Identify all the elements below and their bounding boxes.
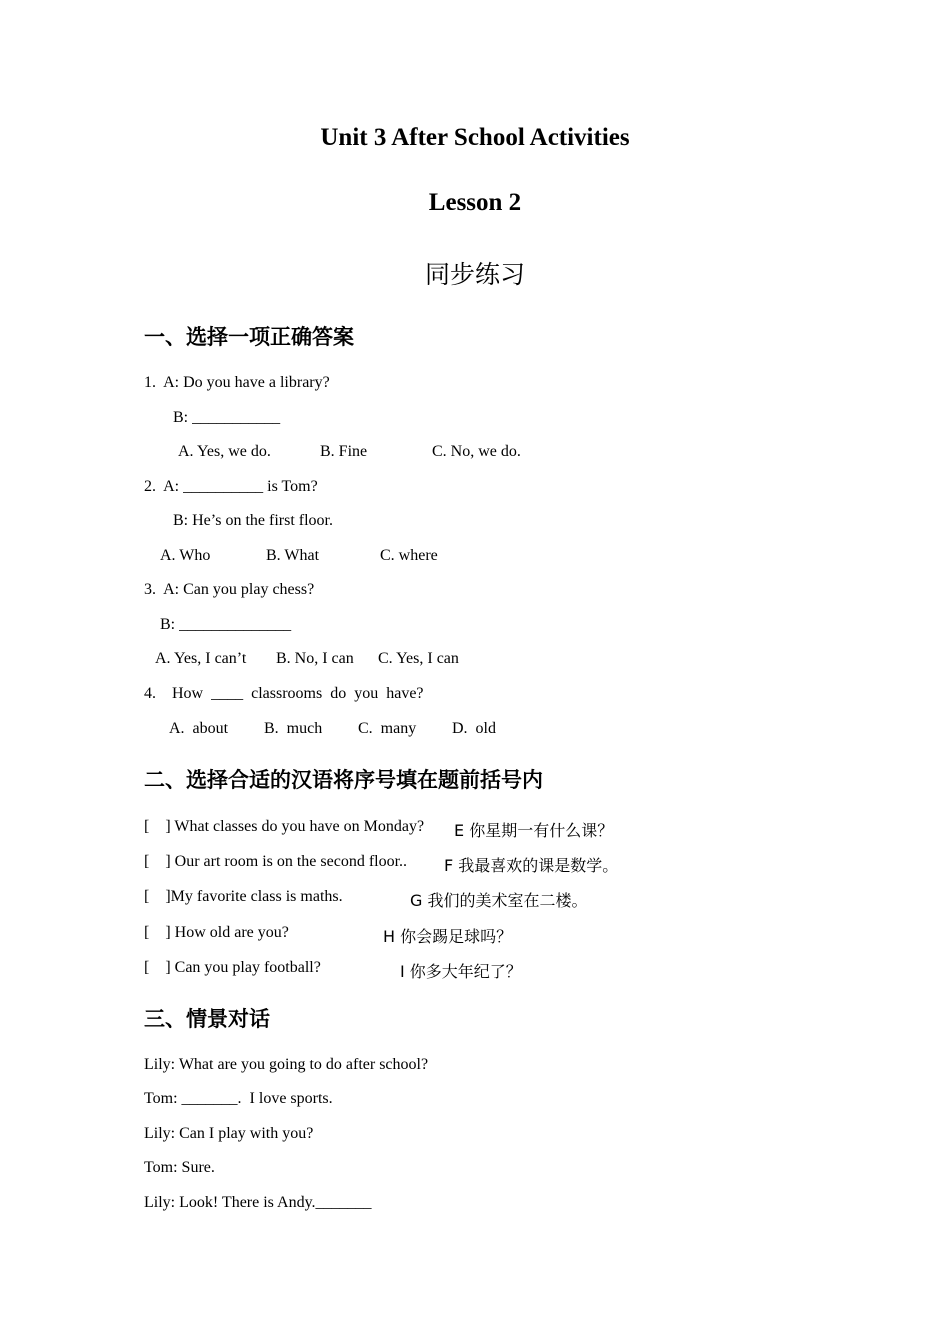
q4-option-c: C. many	[358, 720, 417, 737]
q1-answer-blank: B: ___________	[173, 409, 281, 426]
dialogue-line-5: Lily: Look! There is Andy._______	[144, 1194, 372, 1211]
q3-answer-blank: B: ______________	[160, 616, 292, 633]
q1-option-c: C. No, we do.	[432, 443, 521, 460]
q2-option-c: C. where	[380, 547, 438, 564]
match-row-5-chinese: I 你多大年纪了？	[400, 962, 522, 981]
q2-question: 2. A: __________ is Tom?	[144, 478, 318, 495]
q1-option-a: A. Yes, we do.	[178, 443, 271, 460]
q4-option-a: A. about	[169, 720, 229, 737]
q3-option-a: A. Yes, I can’t	[155, 650, 247, 667]
q1-question: 1. A: Do you have a library?	[144, 374, 330, 391]
unit-title: Unit 3 After School Activities	[320, 124, 630, 151]
dialogue-line-3: Lily: Can I play with you?	[144, 1125, 314, 1142]
match-row-3-chinese: G 我们的美术室在二楼。	[410, 891, 588, 910]
dialogue-line-1: Lily: What are you going to do after school?	[144, 1056, 429, 1073]
q1-option-b: B. Fine	[320, 443, 368, 460]
exercise-subtitle: 同步练习	[424, 260, 525, 289]
q4-option-d: D. old	[452, 720, 496, 737]
q3-option-b: B. No, I can	[276, 650, 354, 667]
match-row-5-english: [ ] Can you play football?	[144, 959, 321, 976]
q2-option-a: A. Who	[160, 547, 211, 564]
match-row-1-chinese: E 你星期一有什么课？	[454, 821, 614, 840]
q3-question: 3. A: Can you play chess?	[144, 581, 315, 598]
match-row-4-english: [ ] How old are you?	[144, 924, 289, 941]
lesson-title: Lesson 2	[428, 189, 522, 216]
match-row-3-english: [ ]My favorite class is maths.	[144, 888, 343, 905]
match-row-2-chinese: F 我最喜欢的课是数学。	[444, 856, 619, 875]
dialogue-line-4: Tom: Sure.	[144, 1159, 215, 1176]
match-row-4-chinese: H 你会踢足球吗？	[383, 927, 513, 946]
dialogue-line-2: Tom: _______. I love sports.	[144, 1090, 333, 1107]
match-row-2-english: [ ] Our art room is on the second floor..	[144, 853, 408, 870]
section1-heading: 一、选择一项正确答案	[144, 325, 354, 349]
q4-option-b: B. much	[264, 720, 323, 737]
q3-option-c: C. Yes, I can	[378, 650, 459, 667]
match-row-1-english: [ ] What classes do you have on Monday?	[144, 818, 425, 835]
section3-heading: 三、情景对话	[144, 1007, 270, 1031]
q4-question: 4. How ____ classrooms do you have?	[144, 685, 424, 702]
q2-answer: B: He’s on the first floor.	[173, 512, 333, 529]
section2-heading: 二、选择合适的汉语将序号填在题前括号内	[144, 768, 543, 792]
q2-option-b: B. What	[266, 547, 320, 564]
